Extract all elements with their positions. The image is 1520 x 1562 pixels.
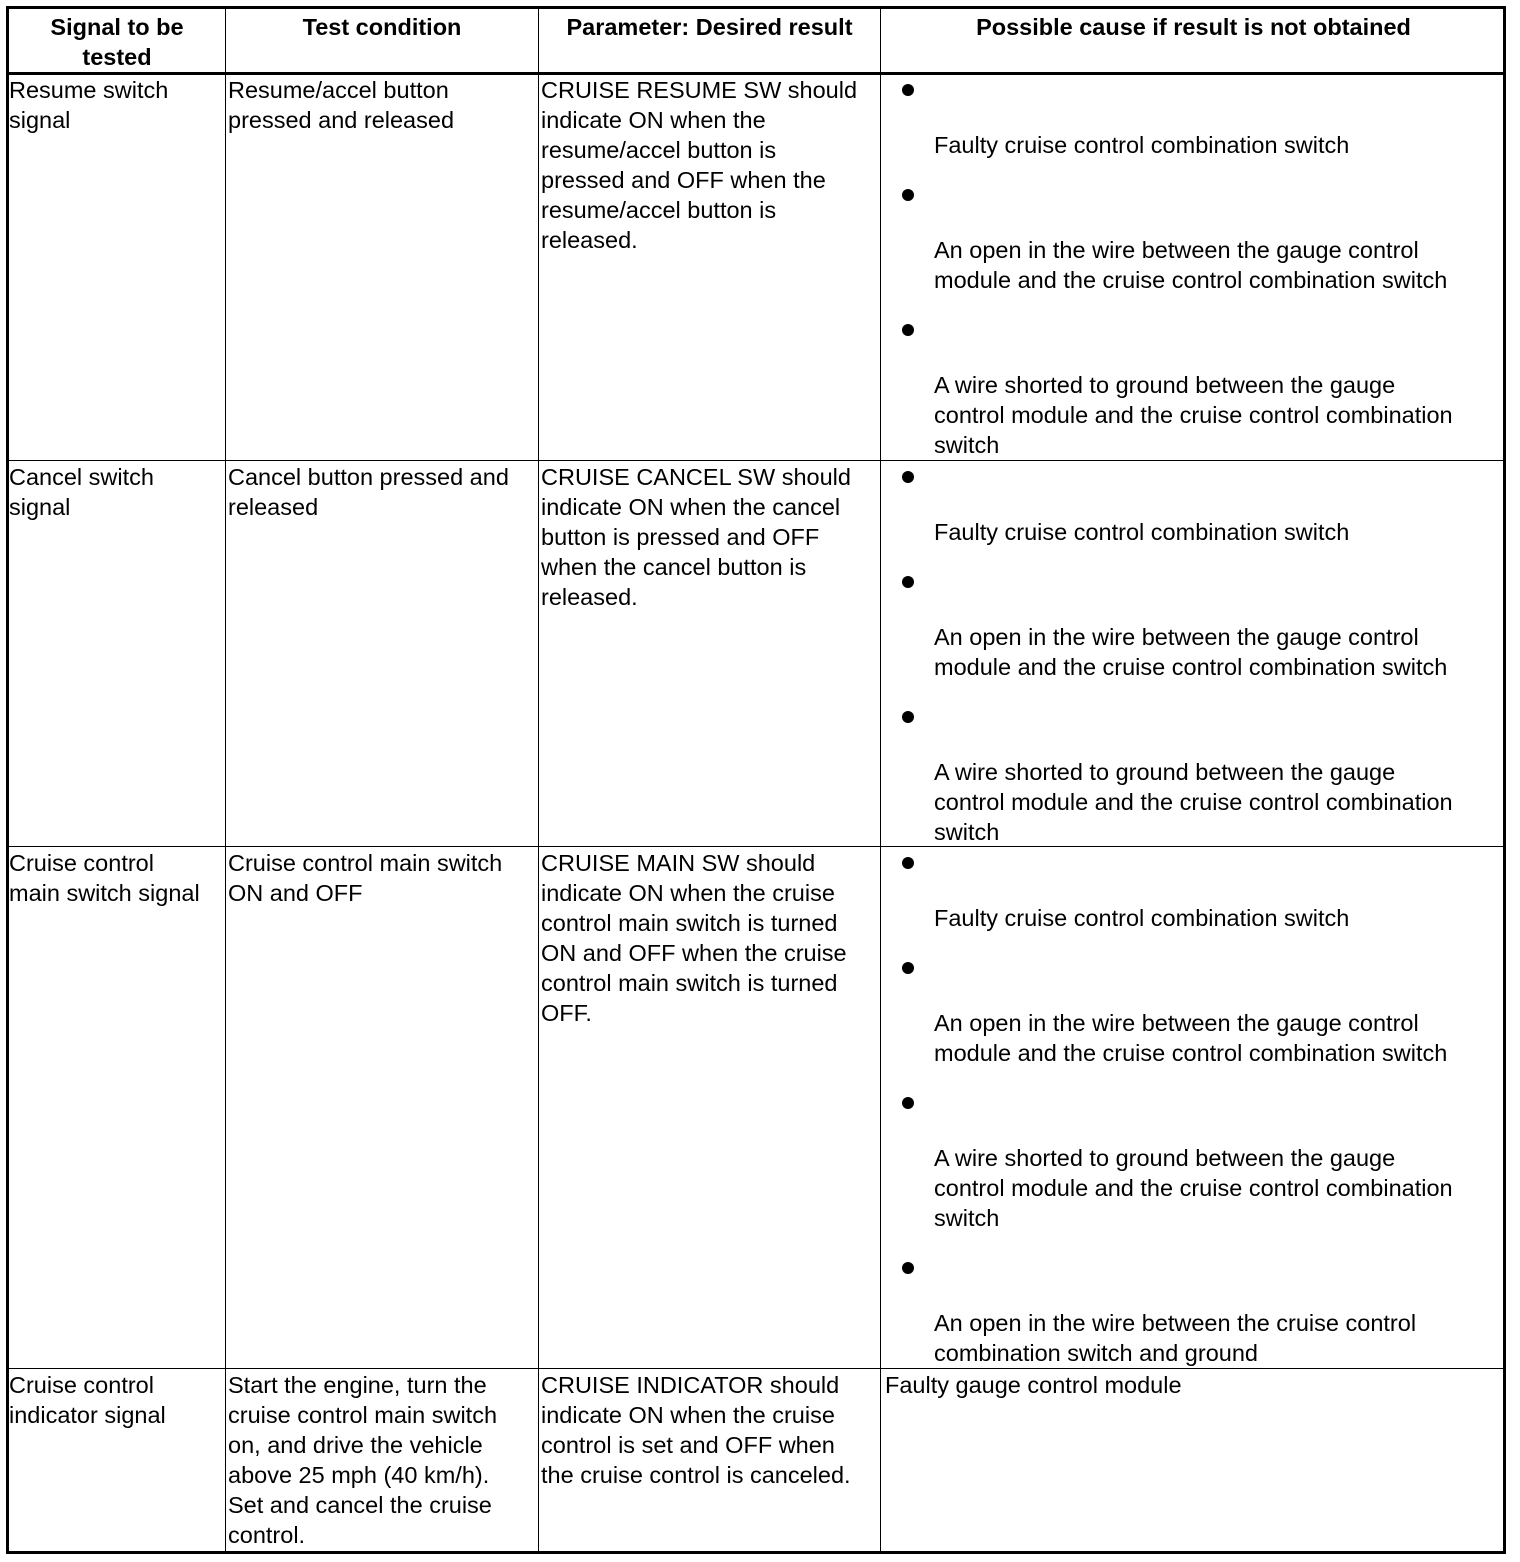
cause-item-line: control module and the cruise control combination <box>934 402 1453 428</box>
parameter-cell-line: CRUISE INDICATOR should <box>541 1372 840 1398</box>
parameter-cell-line: resume/accel button is <box>541 197 777 223</box>
parameter-cell-line: when the cancel button is <box>541 554 807 580</box>
cause-item-line: Faulty cruise control combination switch <box>934 132 1350 158</box>
signal-cell-line: main switch signal <box>9 880 200 906</box>
bullet-icon <box>902 711 914 723</box>
bullet-icon <box>902 189 914 201</box>
signal-cell-line: Cancel switch <box>9 464 154 490</box>
cause-item-line: Faulty cruise control combination switch <box>934 905 1350 931</box>
cause-item-line: A wire shorted to ground between the gauge <box>934 759 1396 785</box>
parameter-cell-line: released. <box>541 584 638 610</box>
parameter-cell-line: indicate ON when the cruise <box>541 880 835 906</box>
condition-cell-line: Cancel button pressed and <box>228 464 509 490</box>
parameter-cell-line: control main switch is turned <box>541 910 838 936</box>
bullet-icon <box>902 84 914 96</box>
parameter-cell-line: the cruise control is canceled. <box>541 1462 851 1488</box>
condition-cell-line: Set and cancel the cruise <box>228 1492 492 1518</box>
cause-item-line: module and the cruise control combination switch <box>934 1040 1448 1066</box>
bullet-icon <box>902 576 914 588</box>
bullet-icon <box>902 857 914 869</box>
cause-item-line: module and the cruise control combination switch <box>934 267 1448 293</box>
parameter-cell-line: ON and OFF when the cruise <box>541 940 847 966</box>
cause-item-line: Faulty cruise control combination switch <box>934 519 1350 545</box>
condition-cell-line: above 25 mph (40 km/h). <box>228 1462 490 1488</box>
parameter-cell-line: indicate ON when the cancel <box>541 494 841 520</box>
cause-item-line: switch <box>934 1205 1000 1231</box>
column-divider <box>225 9 226 1551</box>
parameter-cell-line: button is pressed and OFF <box>541 524 820 550</box>
cause-item-line: combination switch and ground <box>934 1340 1258 1366</box>
cause-item-line: A wire shorted to ground between the gauge <box>934 372 1396 398</box>
cause-item-line: An open in the wire between the cruise control <box>934 1310 1417 1336</box>
signal-cell-line: indicator signal <box>9 1402 166 1428</box>
cause-cell-line: Faulty gauge control module <box>885 1372 1182 1398</box>
bullet-icon <box>902 962 914 974</box>
bullet-icon <box>902 1097 914 1109</box>
condition-cell-line: cruise control main switch <box>228 1402 498 1428</box>
diagnostic-table <box>6 6 1506 1554</box>
parameter-cell-line: pressed and OFF when the <box>541 167 826 193</box>
cause-item-line: module and the cruise control combination switch <box>934 654 1448 680</box>
parameter-cell-line: CRUISE CANCEL SW should <box>541 464 851 490</box>
signal-cell-line: signal <box>9 107 71 133</box>
cause-item-line: An open in the wire between the gauge control <box>934 624 1419 650</box>
parameter-cell-line: CRUISE RESUME SW should <box>541 77 858 103</box>
header-possible-cause: Possible cause if result is not obtained <box>976 14 1411 40</box>
parameter-cell-line: control main switch is turned <box>541 970 838 996</box>
cause-item-line: control module and the cruise control combination <box>934 1175 1453 1201</box>
bullet-icon <box>902 1262 914 1274</box>
parameter-cell-line: control is set and OFF when <box>541 1432 835 1458</box>
signal-cell-line: Cruise control <box>9 1372 154 1398</box>
cause-item-line: switch <box>934 432 1000 458</box>
header-signal-line: tested <box>82 44 152 70</box>
condition-cell-line: Start the engine, turn the <box>228 1372 487 1398</box>
bullet-icon <box>902 471 914 483</box>
cause-item-line: An open in the wire between the gauge control <box>934 237 1419 263</box>
header-signal-line: Signal to be <box>50 14 184 40</box>
signal-cell-line: Resume switch <box>9 77 169 103</box>
header-signal <box>9 12 225 72</box>
bullet-icon <box>902 324 914 336</box>
parameter-cell-line: CRUISE MAIN SW should <box>541 850 816 876</box>
condition-cell-line: released <box>228 494 319 520</box>
row-divider <box>9 846 1503 847</box>
parameter-cell-line: indicate ON when the <box>541 107 766 133</box>
header-parameter: Parameter: Desired result <box>566 14 853 40</box>
signal-cell-line: signal <box>9 494 71 520</box>
column-divider <box>538 9 539 1551</box>
cause-item-line: An open in the wire between the gauge control <box>934 1010 1419 1036</box>
parameter-cell-line: resume/accel button is <box>541 137 777 163</box>
cause-item-line: control module and the cruise control combination <box>934 789 1453 815</box>
column-divider <box>880 9 881 1551</box>
condition-cell-line: Resume/accel button <box>228 77 449 103</box>
condition-cell-line: on, and drive the vehicle <box>228 1432 483 1458</box>
condition-cell-line: pressed and released <box>228 107 455 133</box>
signal-cell-line: Cruise control <box>9 850 154 876</box>
header-test-condition: Test condition <box>302 14 462 40</box>
cause-item-line: A wire shorted to ground between the gauge <box>934 1145 1396 1171</box>
parameter-cell-line: indicate ON when the cruise <box>541 1402 835 1428</box>
condition-cell-line: control. <box>228 1522 306 1548</box>
parameter-cell-line: released. <box>541 227 638 253</box>
cause-item-line: switch <box>934 819 1000 845</box>
row-divider <box>9 1368 1503 1369</box>
condition-cell-line: ON and OFF <box>228 880 363 906</box>
parameter-cell-line: OFF. <box>541 1000 592 1026</box>
condition-cell-line: Cruise control main switch <box>228 850 503 876</box>
row-divider <box>9 460 1503 461</box>
